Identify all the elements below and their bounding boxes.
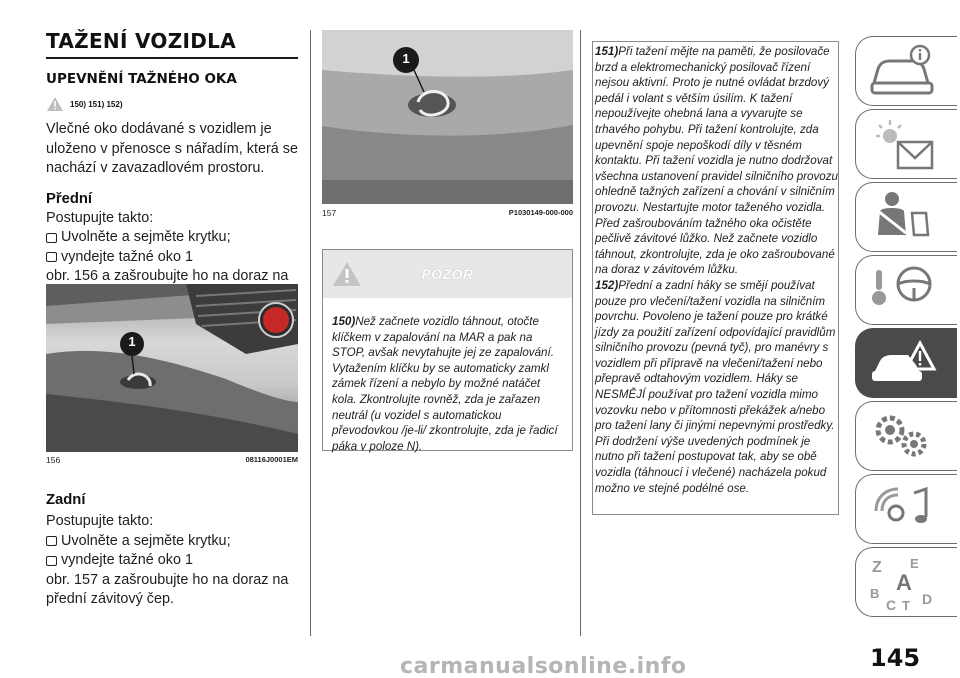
rear-step-1: Uvolněte a sejměte krytku; xyxy=(46,532,298,552)
figure-156-code: 08116J0001EM xyxy=(245,455,298,464)
watermark: carmanualsonline.info xyxy=(400,654,687,678)
rear-section xyxy=(46,490,298,610)
column-divider xyxy=(580,30,581,636)
chapter-tab-multimedia[interactable] xyxy=(855,474,957,544)
figure-156-image xyxy=(46,284,298,452)
svg-text:A: A xyxy=(896,570,912,595)
chapter-tab-index[interactable] xyxy=(855,547,957,617)
maintenance-gears-icon xyxy=(868,408,938,466)
chapter-tab-maintenance[interactable] xyxy=(855,401,957,471)
note-number: 151) xyxy=(595,45,619,58)
warning-refs-text: 150) 151) 152) xyxy=(70,99,123,109)
front-step-2: vyndejte tažné oko 1 xyxy=(46,248,298,268)
front-tail: obr. 156 a zašroubujte ho na doraz na xyxy=(46,268,289,284)
note-number: 152) xyxy=(595,278,619,292)
chapter-tab-warning-lights[interactable] xyxy=(855,109,957,179)
figure-156-number: 156 xyxy=(46,455,61,465)
section-subtitle: UPEVNĚNÍ TAŽNÉHO OKA xyxy=(46,71,237,87)
note-number: 150) xyxy=(332,315,356,328)
figure-156-callout: 1 xyxy=(128,334,136,349)
warning-triangle-icon xyxy=(46,96,64,112)
front-heading: Přední xyxy=(46,190,93,207)
warning-box-header xyxy=(323,250,572,298)
svg-text:B: B xyxy=(870,586,880,601)
notes-box xyxy=(592,41,839,515)
car-info-icon xyxy=(868,43,938,101)
page-number: 145 xyxy=(870,644,921,672)
figure-157-callout: 1 xyxy=(402,51,410,66)
intro-paragraph: Vlečné oko dodávané s vozidlem je uloženo v přenosce s nářadím, která se nachází v zavazadlovém prostoru. xyxy=(46,121,298,176)
svg-text:T: T xyxy=(902,598,910,612)
note-text: Při tažení mějte na paměti, že posilovače brzd a elektromechanický posilovač řízení nejsou aktivní. Proto je nutné ovládat brzdový pedál i volant s větším úsilím. K tažení nepoužívejte ohebná lana a vyvarujte se trhavého pohybu. Při tažení kontrolujte, zda upevnění spoje nepoškodí díly v těsném kontaktu. Při tažení vozidla je nutno dodržovat všechna ustanovení pravidel silničního provozu ohledně tažných zařízení a chování v silničním provozu. Nestartujte motor taženého vozidla. Před zašroubováním tažného oka očistěte pečlivě závitové lůžko. Než začnete vozidlo táhnout, zkontrolujte, zda je oko zašroubované na doraz v závitovém lůžku. xyxy=(595,45,838,277)
checkbox-bullet-icon xyxy=(46,536,57,546)
figure-157-number: 157 xyxy=(322,208,337,218)
chapter-tab-safety[interactable] xyxy=(855,182,957,252)
figure-156-caption xyxy=(46,455,298,465)
front-lead: Postupujte takto: xyxy=(46,209,154,226)
checkbox-bullet-icon xyxy=(46,252,57,262)
svg-text:D: D xyxy=(922,591,933,607)
index-letters-icon xyxy=(868,554,938,612)
svg-text:C: C xyxy=(886,597,897,612)
section-title: TAŽENÍ VOZIDLA xyxy=(46,29,236,53)
note-text: Přední a zadní háky se smějí používat pouze pro vlečení/tažení vozidla na silničním povrchu. Povoleno je tažení pouze pro krátké jízdy za použití zařízení odpovídající pravidlům silničního provozu (pevná tyč), pro manévry s vozidlem při přípravě na vlečení/tažení nebo přepravě odtahovým vozidlem. Háky se NESMĚJÍ používat pro tažení vozidla mimo vozovku nebo v přítomnosti překážek a/nebo pro tažení lany či jinými nepevnými prostředky. Při dodržení výše uvedených podmínek je nutno při tažení postupovat tak, aby se obě vozidla (táhnoucí i vlečené) nacházela pokud možno ve stejné podélné ose. xyxy=(595,278,836,495)
steering-wheel-icon xyxy=(868,262,938,320)
rear-tail: obr. 157 a zašroubujte ho na doraz na přední závitový čep. xyxy=(46,571,289,607)
chapter-tab-driving[interactable] xyxy=(855,255,957,325)
figure-157-code: P1030149-000-000 xyxy=(508,208,573,217)
car-breakdown-icon xyxy=(868,335,938,393)
figure-157-image xyxy=(322,30,573,204)
multimedia-icon xyxy=(868,481,938,539)
warning-references xyxy=(46,95,298,113)
svg-text:Z: Z xyxy=(872,559,882,576)
svg-text:E: E xyxy=(910,556,919,571)
rear-step-2: vyndejte tažné oko 1 xyxy=(46,551,298,571)
column-divider xyxy=(310,30,311,636)
warning-note-152 xyxy=(595,278,838,496)
chapter-tab-emergency[interactable] xyxy=(855,328,957,398)
warning-lights-icon xyxy=(868,116,938,174)
checkbox-bullet-icon xyxy=(46,233,57,243)
rear-heading: Zadní xyxy=(46,492,86,508)
warning-note-151 xyxy=(595,44,838,278)
warning-box xyxy=(322,249,573,451)
rear-lead: Postupujte takto: xyxy=(46,513,154,529)
warning-note-150 xyxy=(323,298,572,454)
note-text: Než začnete vozidlo táhnout, otočte klíčkem v zapalování na MAR a pak na STOP, avšak nevytahujte jej ze zapalování. Vytažením klíčku by se automaticky zamkl zámek řízení a nebylo by možné natáčet kola. Zkontrolujte rovněž, zda je zařazen neutrál (u vozidel s automatickou převodovkou /je-li/ zkontrolujte, zda je řadicí páka v poloze N). xyxy=(332,315,558,453)
seat-safety-icon xyxy=(868,189,938,247)
chapter-tab-car-info[interactable] xyxy=(855,36,957,106)
column-left xyxy=(46,30,298,306)
figure-157-caption xyxy=(322,208,573,218)
front-step-1: Uvolněte a sejměte krytku; xyxy=(46,228,298,248)
warning-box-title: POZOR xyxy=(421,266,474,282)
title-rule xyxy=(46,57,298,59)
checkbox-bullet-icon xyxy=(46,556,57,566)
